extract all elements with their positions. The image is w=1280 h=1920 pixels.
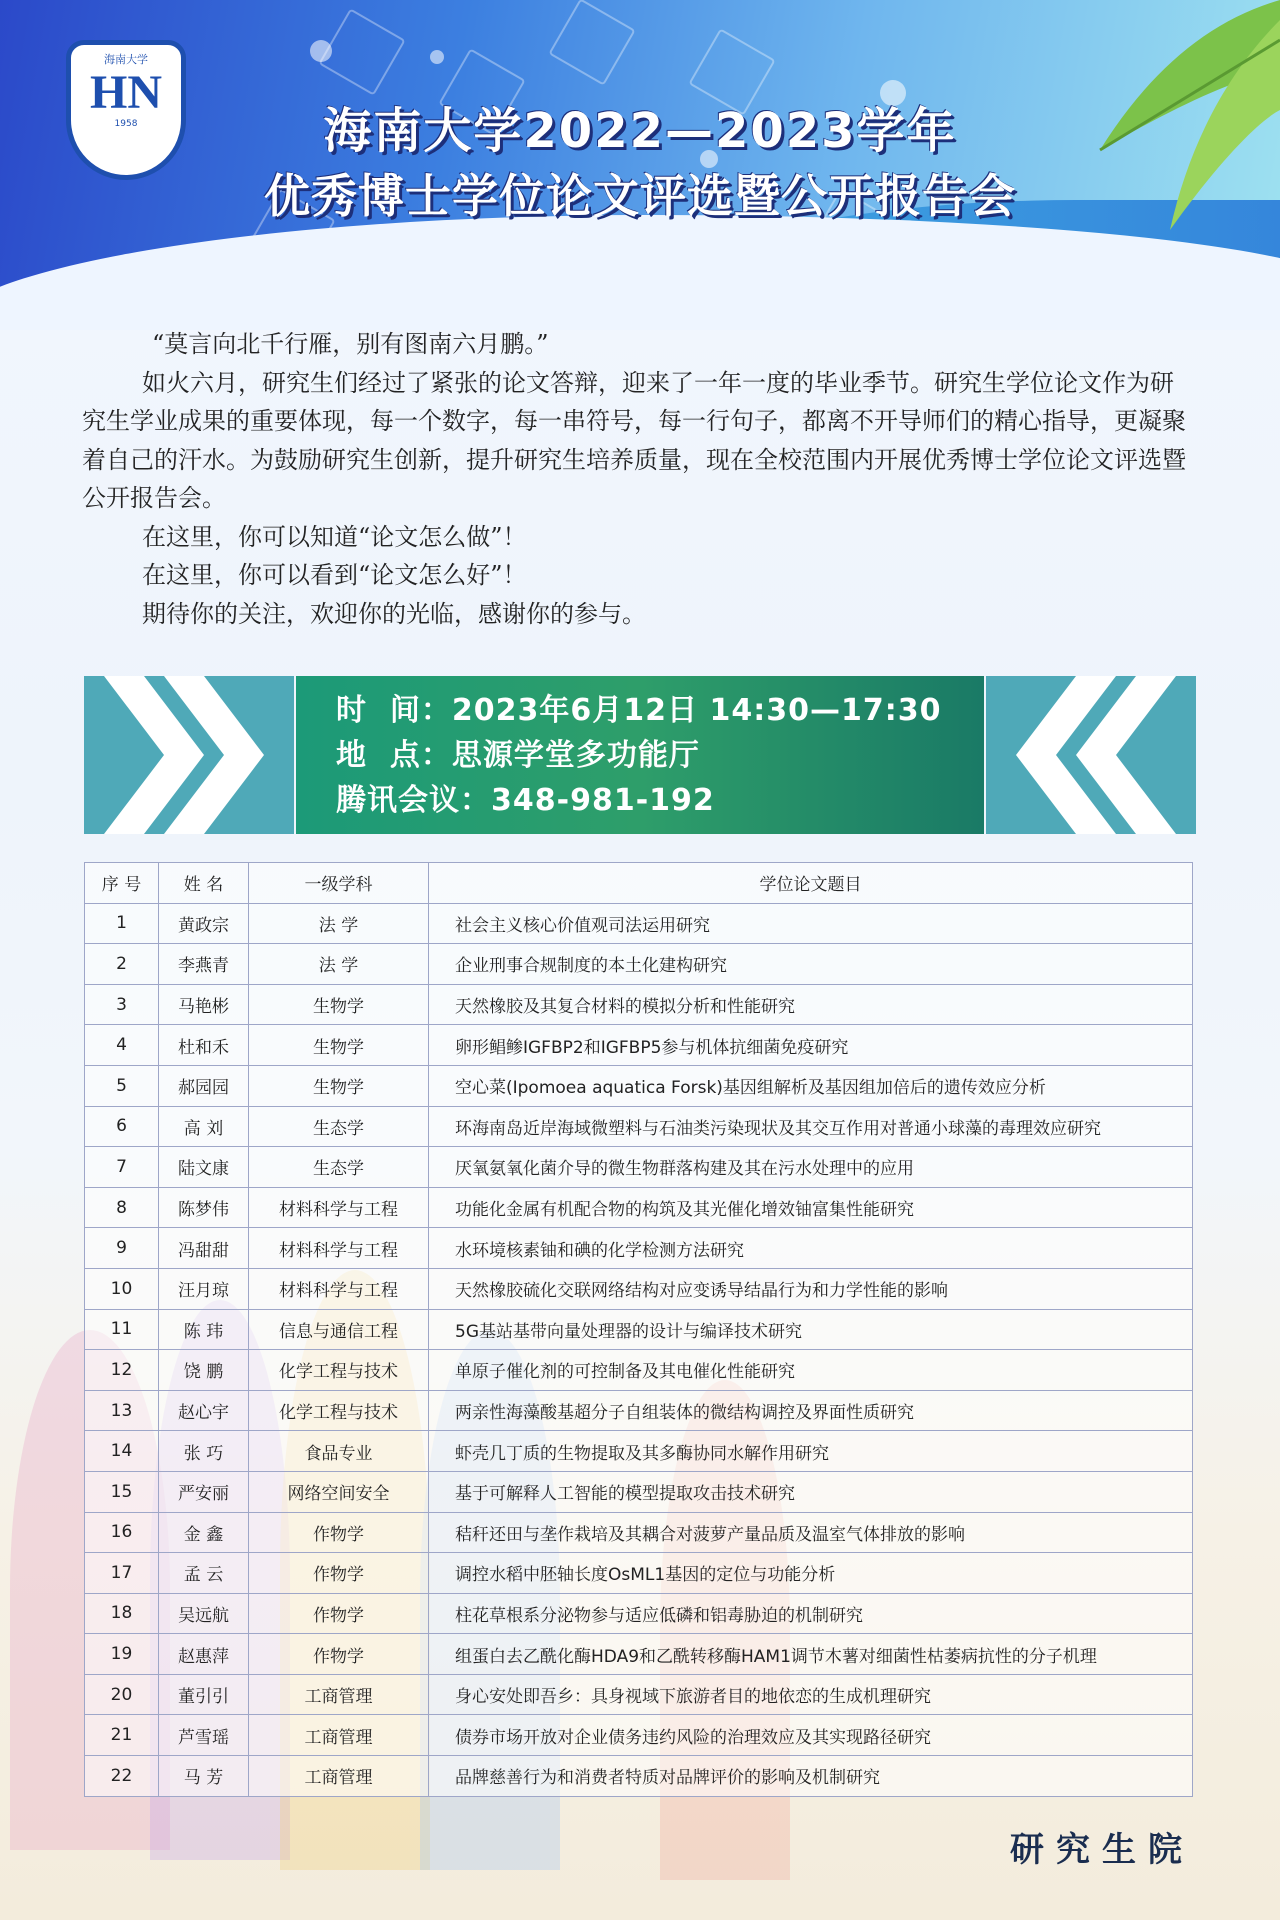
student-name: 陈 玮 [159,1309,249,1350]
chevron-left-panel [84,676,294,834]
student-name: 杜和禾 [159,1025,249,1066]
event-info-banner [84,676,1196,834]
student-name: 马艳彬 [159,984,249,1025]
discipline: 网络空间安全 [249,1471,429,1512]
intro-line-see: 在这里，你可以看到“论文怎么好”！ [142,561,527,589]
row-index: 22 [85,1756,159,1797]
discipline: 材料科学与工程 [249,1268,429,1309]
student-name: 黄政宗 [159,903,249,944]
header-thesis-title: 学位论文题目 [429,863,1193,904]
row-index: 10 [85,1268,159,1309]
discipline: 生物学 [249,984,429,1025]
hexagon-decoration [548,0,635,86]
discipline: 作物学 [249,1553,429,1594]
table-row [85,1553,1193,1594]
discipline: 法 学 [249,903,429,944]
table-row [85,1268,1193,1309]
row-index: 17 [85,1553,159,1594]
row-index: 2 [85,944,159,985]
thesis-title: 天然橡胶及其复合材料的模拟分析和性能研究 [429,984,1193,1025]
table-row [85,1674,1193,1715]
dissertation-table [84,862,1193,1797]
thesis-title: 品牌慈善行为和消费者特质对品牌评价的影响及机制研究 [429,1756,1193,1797]
thesis-title: 环海南岛近岸海域微塑料与石油类污染现状及其交互作用对普通小球藻的毒理效应研究 [429,1106,1193,1147]
row-index: 5 [85,1065,159,1106]
thesis-title: 债券市场开放对企业债务违约风险的治理效应及其实现路径研究 [429,1715,1193,1756]
thesis-title: 企业刑事合规制度的本土化建构研究 [429,944,1193,985]
discipline: 材料科学与工程 [249,1187,429,1228]
row-index: 21 [85,1715,159,1756]
intro-quote: “莫言向北千行雁，别有图南六月鹏。” [152,330,549,358]
row-index: 12 [85,1350,159,1391]
row-index: 1 [85,903,159,944]
table-row [85,903,1193,944]
student-name: 赵心宇 [159,1390,249,1431]
row-index: 16 [85,1512,159,1553]
row-index: 19 [85,1634,159,1675]
chevron-right-panel [986,676,1196,834]
row-index: 4 [85,1025,159,1066]
logo-year: 1958 [114,119,138,129]
row-index: 11 [85,1309,159,1350]
thesis-title: 组蛋白去乙酰化酶HDA9和乙酰转移酶HAM1调节木薯对细菌性枯萎病抗性的分子机理 [429,1634,1193,1675]
table-row [85,1187,1193,1228]
discipline: 化学工程与技术 [249,1350,429,1391]
student-name: 陆文康 [159,1147,249,1188]
event-meeting-id: 腾讯会议：348-981-192 [336,783,715,818]
chevron-right-icon [84,676,294,834]
discipline: 食品专业 [249,1431,429,1472]
row-index: 3 [85,984,159,1025]
table-row [85,1228,1193,1269]
discipline: 工商管理 [249,1756,429,1797]
table-row [85,1106,1193,1147]
student-name: 孟 云 [159,1553,249,1594]
table-row [85,984,1193,1025]
header-discipline: 一级学科 [249,863,429,904]
student-name: 汪月琼 [159,1268,249,1309]
student-name: 陈梦伟 [159,1187,249,1228]
event-place: 地 点：思源学堂多功能厅 [336,738,700,773]
student-name: 冯甜甜 [159,1228,249,1269]
thesis-title: 秸秆还田与垄作栽培及其耦合对菠萝产量品质及温室气体排放的影响 [429,1512,1193,1553]
table-row [85,1756,1193,1797]
table-row [85,1390,1193,1431]
intro-line-welcome: 期待你的关注，欢迎你的光临，感谢你的参与。 [142,599,646,628]
intro-text [82,325,1192,633]
bubble-decoration [430,50,444,64]
thesis-title: 卵形鲳鲹IGFBP2和IGFBP5参与机体抗细菌免疫研究 [429,1025,1193,1066]
discipline: 法 学 [249,944,429,985]
student-name: 马 芳 [159,1756,249,1797]
thesis-title: 柱花草根系分泌物参与适应低磷和铝毒胁迫的机制研究 [429,1593,1193,1634]
thesis-title: 天然橡胶硫化交联网络结构对应变诱导结晶行为和力学性能的影响 [429,1268,1193,1309]
row-index: 8 [85,1187,159,1228]
header-index: 序 号 [85,863,159,904]
table-row [85,944,1193,985]
event-info-panel [296,676,984,834]
thesis-title: 功能化金属有机配合物的构筑及其光催化增效铀富集性能研究 [429,1187,1193,1228]
table-row [85,1471,1193,1512]
discipline: 工商管理 [249,1674,429,1715]
row-index: 20 [85,1674,159,1715]
thesis-title: 社会主义核心价值观司法运用研究 [429,903,1193,944]
thesis-title: 空心菜(Ipomoea aquatica Forsk)基因组解析及基因组加倍后的遗传效应分析 [429,1065,1193,1106]
student-name: 吴远航 [159,1593,249,1634]
chevron-left-icon [986,676,1196,834]
table-row [85,1715,1193,1756]
discipline: 生物学 [249,1025,429,1066]
title-line-1: 海南大学2022—2023学年 [323,103,957,159]
organizer-signature: 研究生院 [1010,1830,1194,1870]
table-row [85,1147,1193,1188]
table-row [85,1065,1193,1106]
row-index: 15 [85,1471,159,1512]
thesis-title: 5G基站基带向量处理器的设计与编译技术研究 [429,1309,1193,1350]
row-index: 13 [85,1390,159,1431]
student-name: 饶 鹏 [159,1350,249,1391]
discipline: 工商管理 [249,1715,429,1756]
intro-line-know: 在这里，你可以知道“论文怎么做”！ [142,522,527,551]
discipline: 生物学 [249,1065,429,1106]
student-name: 高 刘 [159,1106,249,1147]
logo-top-text: 海南大学 [104,53,148,66]
student-name: 赵惠萍 [159,1634,249,1675]
row-index: 18 [85,1593,159,1634]
thesis-title: 虾壳几丁质的生物提取及其多酶协同水解作用研究 [429,1431,1193,1472]
student-name: 李燕青 [159,944,249,985]
student-name: 郝园园 [159,1065,249,1106]
student-name: 张 巧 [159,1431,249,1472]
discipline: 作物学 [249,1593,429,1634]
bubble-decoration [310,40,332,62]
table-row [85,1350,1193,1391]
discipline: 作物学 [249,1634,429,1675]
table-header-row [85,863,1193,904]
row-index: 14 [85,1431,159,1472]
row-index: 7 [85,1147,159,1188]
thesis-title: 单原子催化剂的可控制备及其电催化性能研究 [429,1350,1193,1391]
table-row [85,1309,1193,1350]
table-row [85,1634,1193,1675]
row-index: 6 [85,1106,159,1147]
discipline: 作物学 [249,1512,429,1553]
thesis-title: 两亲性海藻酸基超分子自组装体的微结构调控及界面性质研究 [429,1390,1193,1431]
title-line-2: 优秀博士学位论文评选暨公开报告会 [264,169,1016,223]
table-row [85,1593,1193,1634]
discipline: 材料科学与工程 [249,1228,429,1269]
student-name: 金 鑫 [159,1512,249,1553]
discipline: 化学工程与技术 [249,1390,429,1431]
table-row [85,1025,1193,1066]
thesis-title: 厌氧氨氧化菌介导的微生物群落构建及其在污水处理中的应用 [429,1147,1193,1188]
student-name: 芦雪瑶 [159,1715,249,1756]
event-time: 时 间：2023年6月12日 14:30—17:30 [336,693,942,728]
thesis-title: 身心安处即吾乡：具身视域下旅游者目的地依恋的生成机理研究 [429,1674,1193,1715]
thesis-title: 基于可解释人工智能的模型提取攻击技术研究 [429,1471,1193,1512]
discipline: 生态学 [249,1106,429,1147]
logo-monogram: HN [90,66,162,119]
student-name: 严安丽 [159,1471,249,1512]
discipline: 生态学 [249,1147,429,1188]
white-wave-decoration [0,215,1280,330]
table-row [85,1431,1193,1472]
intro-paragraph: 如火六月，研究生们经过了紧张的论文答辩，迎来了一年一度的毕业季节。研究生学位论文作为研究生学业成果的重要体现，每一个数字，每一串符号，每一行句子，都离不开导师们的精心指导，更凝聚着自己的汗水。为鼓励研究生创新，提升研究生培养质量，现在全校范围内开展优秀博士学位论文评选暨公开报告会。 [82,368,1186,512]
row-index: 9 [85,1228,159,1269]
table-row [85,1512,1193,1553]
student-name: 董引引 [159,1674,249,1715]
header-banner [0,0,1280,330]
thesis-title: 水环境核素铀和碘的化学检测方法研究 [429,1228,1193,1269]
header-name: 姓 名 [159,863,249,904]
discipline: 信息与通信工程 [249,1309,429,1350]
thesis-title: 调控水稻中胚轴长度OsML1基因的定位与功能分析 [429,1553,1193,1594]
